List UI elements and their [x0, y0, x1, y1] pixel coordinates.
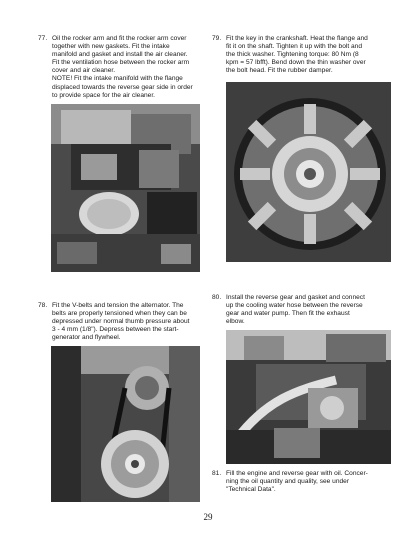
page-number: 29: [203, 512, 213, 522]
step-text: Fit the V-belts and tension the alternator. The belts are properly tensioned when they can be depressed under normal thumb pressure about 3 - 4 mm (1/8"). Depress between the start- generator and flywheel.: [52, 302, 190, 342]
step-78: [38, 302, 208, 344]
step-text: Fit the key in the crankshaft. Heat the flange and fit it on the shaft. Tighten it up with the bolt and the thick washer. Tightening torque: 80 Nm (8 kpm = 57 lbfft). Bend down the thin washer over the bolt head. Fit the rubber damper.: [226, 35, 368, 75]
step-text: Fill the engine and reverse gear with oil. Concer- ning the oil quantity and quality, see under "Technical Data".: [226, 470, 368, 494]
step-79: [212, 35, 392, 77]
step-number: 79.: [212, 35, 222, 42]
step-number: 78.: [38, 302, 48, 309]
step-80: [212, 294, 392, 328]
photo-v-belts-alternator: [51, 346, 200, 502]
photo-reverse-gear-exhaust-elbow: [226, 330, 391, 464]
photo-crankshaft-flange: [226, 82, 391, 262]
step-81: [212, 470, 392, 496]
step-text: Install the reverse gear and gasket and connect up the cooling water hose between the reverse gear and water pump. Then fit the exhaust elbow.: [226, 294, 365, 326]
step-number: 77.: [38, 35, 48, 42]
step-number: 81.: [212, 470, 222, 477]
photo-engine-air-cleaner: [51, 104, 200, 272]
step-77: [38, 35, 206, 101]
step-number: 80.: [212, 294, 222, 301]
step-text: Oil the rocker arm and fit the rocker arm cover together with new gaskets. Fit the intake manifold and gasket and install the air cleaner. Fit the ventilation hose between the rocker arm cover and air cleaner. NOTE! Fit the intake manifold with the flange displaced towards the reverse gear side in order to provide space for the air cleaner.: [52, 35, 193, 99]
